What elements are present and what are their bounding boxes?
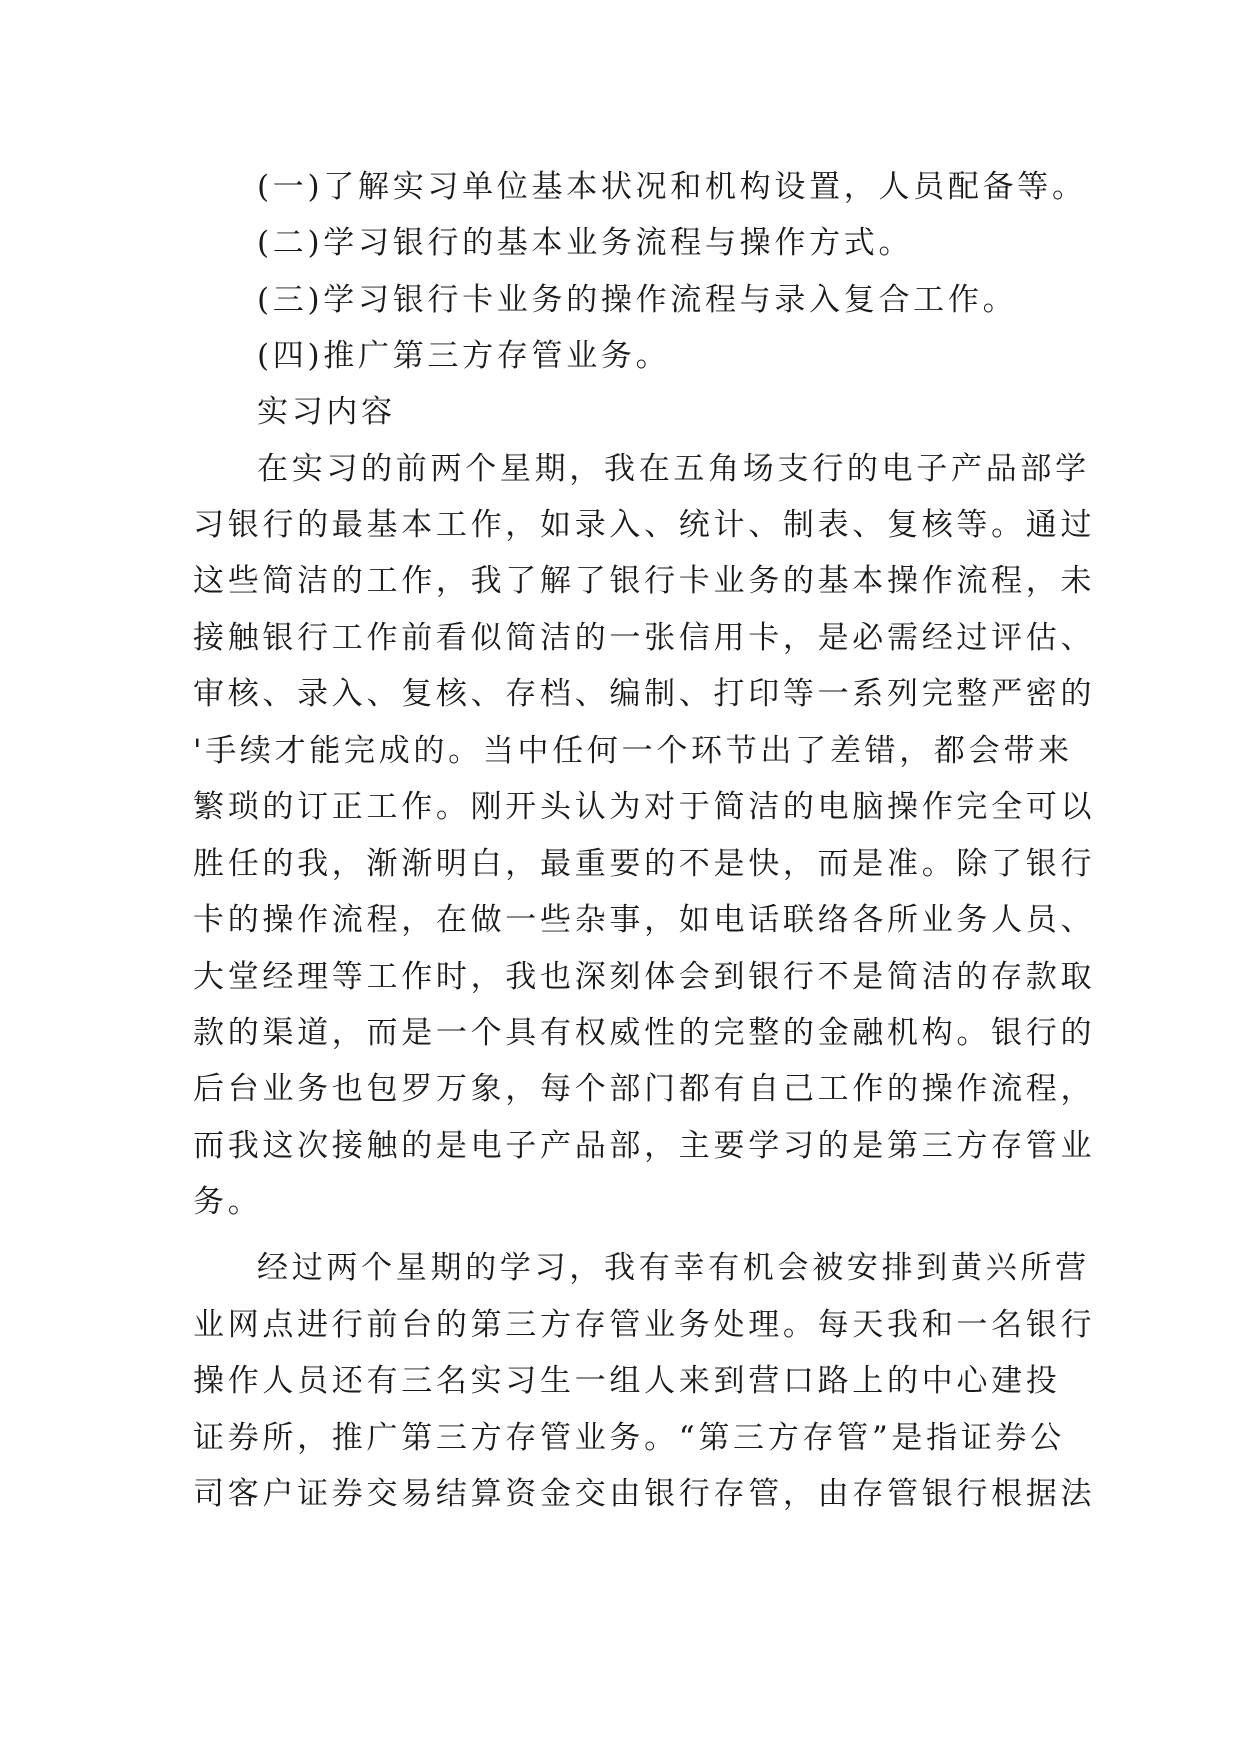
paragraph-2-line: 证券所，推广第三方存管业务。“第三方存管”是指证券公 (193, 1420, 1065, 1456)
section-heading: 实习内容 (257, 394, 396, 430)
paragraph-1-line: 卡的操作流程，在做一些杂事，如电话联络各所业务人员、 (193, 902, 1096, 938)
paragraph-1-line: 胜任的我，渐渐明白，最重要的不是快，而是准。除了银行 (193, 846, 1096, 882)
paragraph-1-line: 习银行的最基本工作，如录入、统计、制表、复核等。通过 (193, 507, 1096, 543)
paragraph-1-line: 款的渠道，而是一个具有权威性的完整的金融机构。银行的 (193, 1015, 1096, 1051)
list-item-1: (一)了解实习单位基本状况和机构设置，人员配备等。 (257, 169, 1087, 205)
paragraph-2-line: 经过两个星期的学习，我有幸有机会被安排到黄兴所营 (257, 1250, 1090, 1286)
paragraph-1-line: 这些简洁的工作，我了解了银行卡业务的基本操作流程，未 (193, 563, 1096, 599)
paragraph-1-line: 繁琐的订正工作。刚开头认为对于简洁的电脑操作完全可以 (193, 789, 1096, 825)
paragraph-1-line: 大堂经理等工作时，我也深刻体会到银行不是简洁的存款取 (193, 959, 1096, 995)
paragraph-1-line: 接触银行工作前看似简洁的一张信用卡，是必需经过评估、 (193, 620, 1096, 656)
paragraph-2-line: 业网点进行前台的第三方存管业务处理。每天我和一名银行 (193, 1307, 1096, 1343)
paragraph-1-line: 审核、录入、复核、存档、编制、打印等一系列完整严密的 (193, 676, 1096, 712)
paragraph-1-line: 在实习的前两个星期，我在五角场支行的电子产品部学 (257, 451, 1090, 487)
paragraph-1-line: '手续才能完成的。当中任何一个环节出了差错，都会带来 (193, 733, 1073, 769)
paragraph-2-line: 操作人员还有三名实习生一组人来到营口路上的中心建投 (193, 1363, 1061, 1399)
paragraph-1-line: 后台业务也包罗万象，每个部门都有自己工作的操作流程， (193, 1071, 1096, 1107)
list-item-2: (二)学习银行的基本业务流程与操作方式。 (257, 225, 914, 261)
paragraph-1-line: 而我这次接触的是电子产品部，主要学习的是第三方存管业 (193, 1128, 1096, 1164)
paragraph-1-line: 务。 (193, 1184, 263, 1220)
paragraph-2-line: 司客户证券交易结算资金交由银行存管，由存管银行根据法 (193, 1476, 1096, 1512)
list-item-4: (四)推广第三方存管业务。 (257, 338, 671, 374)
list-item-3: (三)学习银行卡业务的操作流程与录入复合工作。 (257, 282, 1018, 318)
